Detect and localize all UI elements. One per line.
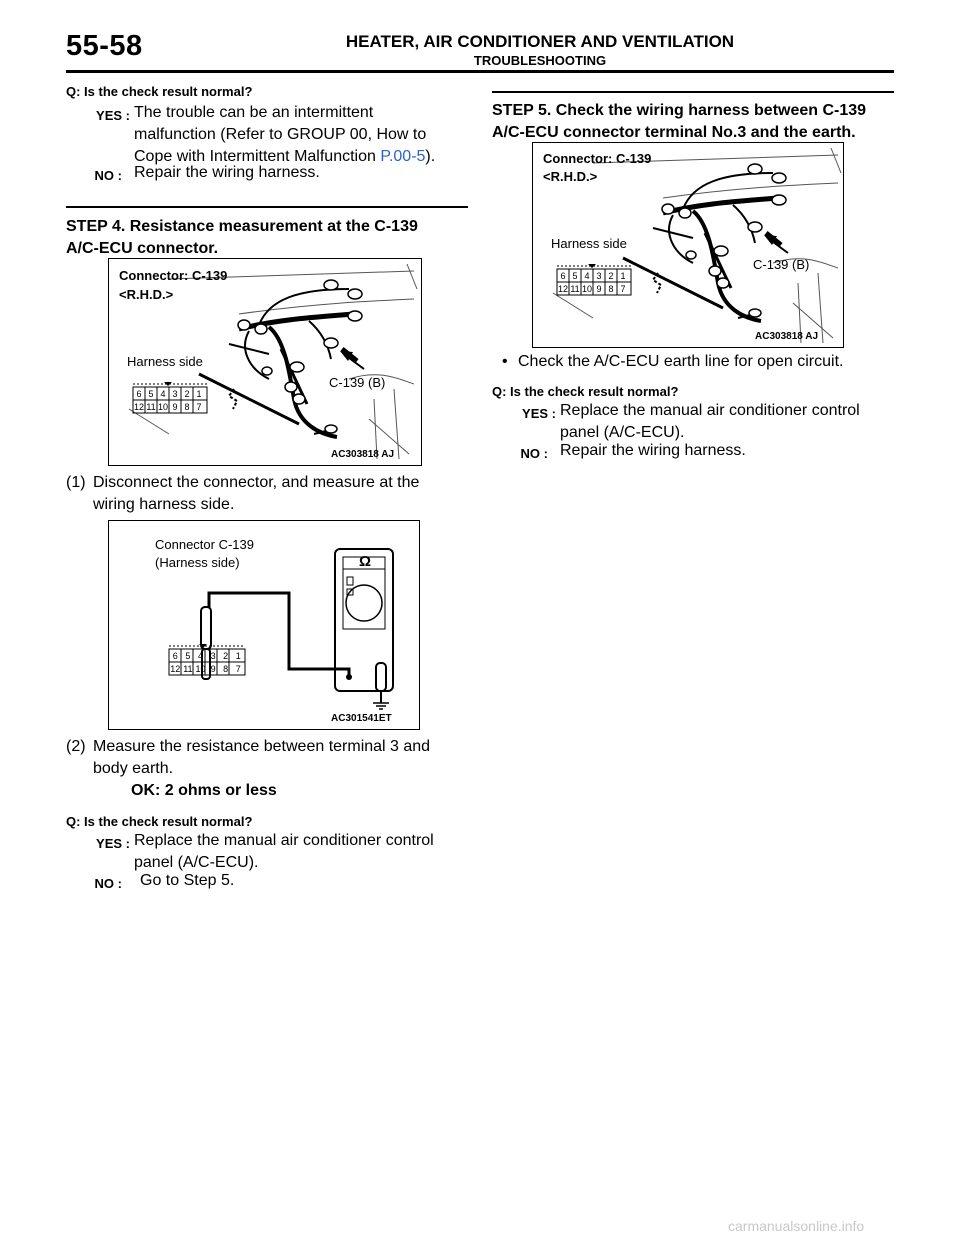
- fig3-pins: 6 5 4 3 2 1 12 11 10 9 8 7: [557, 271, 626, 294]
- step4-title-2: A/C-ECU connector.: [66, 240, 219, 257]
- bullet-text: Check the A/C-ECU earth line for open circuit.: [518, 353, 844, 370]
- yes-text-1a: The trouble can be an intermittent: [134, 104, 374, 121]
- yes-label-2: YES :: [96, 836, 130, 851]
- fig2-pins: 6 5 4 3 2 1 12 11 10 9 8 7: [170, 651, 241, 674]
- no-label-2: NO :: [94, 876, 122, 891]
- yes-text-1b: malfunction (Refer to GROUP 00, How to: [134, 126, 427, 143]
- step5-title-2: A/C-ECU connector terminal No.3 and the earth.: [492, 124, 856, 141]
- step5-rule: [492, 91, 894, 93]
- fig3-harness-label: Harness side: [551, 236, 627, 251]
- yes-text-2b: panel (A/C-ECU).: [134, 854, 259, 871]
- fig1-code: AC303818 AJ: [331, 449, 395, 460]
- question-3: Q: Is the check result normal?: [492, 384, 679, 399]
- subsection-title: TROUBLESHOOTING: [473, 53, 607, 68]
- ohm-symbol: Ω: [358, 553, 372, 570]
- yes-label-1: YES :: [96, 108, 130, 123]
- yes-text-1c: Cope with Intermittent Malfunction P.00-5).: [134, 148, 436, 165]
- fig3-callout: C-139 (B): [753, 257, 810, 272]
- step5-title-1: STEP 5. Check the wiring harness between C-139: [492, 102, 867, 119]
- connector-location-figure-2: [532, 142, 844, 348]
- yes-label-3: YES :: [522, 406, 556, 421]
- fig1-pins: 6 5 4 3 2 1 12 11 10 9 8 7: [133, 389, 202, 412]
- instruction-1-line-2: wiring harness side.: [93, 496, 235, 513]
- fig1-harness-label: Harness side: [127, 354, 203, 369]
- no-text-3: Repair the wiring harness.: [560, 442, 746, 459]
- question-2: Q: Is the check result normal?: [66, 814, 253, 829]
- no-text-1: Repair the wiring harness.: [134, 164, 320, 181]
- footer-watermark: carmanualsonline.info: [728, 1218, 865, 1234]
- instruction-2-line-1: Measure the resistance between terminal 3 and: [93, 738, 431, 755]
- fig2-label-1: Connector C-139: [155, 537, 254, 552]
- fig1-connector-label: Connector: C-139: [119, 268, 228, 283]
- instruction-2-number: (2): [66, 738, 86, 755]
- ok-spec: OK: 2 ohms or less: [131, 782, 277, 799]
- fig3-code: AC303818 AJ: [755, 331, 819, 342]
- bullet-icon: •: [502, 353, 508, 370]
- step4-title-1: STEP 4. Resistance measurement at the C-139: [66, 218, 418, 235]
- fig2-label-2: (Harness side): [155, 555, 240, 570]
- no-label-1: NO :: [94, 168, 122, 183]
- fig3-rhd-label: <R.H.D.>: [543, 169, 598, 184]
- page-link[interactable]: P.00-5: [380, 148, 426, 165]
- instruction-2-line-2: body earth.: [93, 760, 174, 777]
- fig1-callout: C-139 (B): [329, 375, 386, 390]
- no-text-2: Go to Step 5.: [140, 872, 235, 889]
- connector-location-figure-1: [108, 258, 422, 466]
- no-label-3: NO :: [520, 446, 548, 461]
- fig2-code: AC301541ET: [331, 713, 392, 724]
- fig1-rhd-label: <R.H.D.>: [119, 287, 174, 302]
- page-number: 55-58: [66, 30, 143, 62]
- instruction-1-number: (1): [66, 474, 86, 491]
- yes-text-2a: Replace the manual air conditioner control: [134, 832, 434, 849]
- yes-text-3b: panel (A/C-ECU).: [560, 424, 685, 441]
- fig3-connector-label: Connector: C-139: [543, 151, 652, 166]
- question-1: Q: Is the check result normal?: [66, 84, 253, 99]
- yes-text-3a: Replace the manual air conditioner control: [560, 402, 860, 419]
- header-rule: [66, 70, 894, 73]
- ohmmeter-figure: [108, 520, 420, 730]
- step4-rule: [66, 206, 468, 208]
- section-title: HEATER, AIR CONDITIONER AND VENTILATION: [345, 32, 735, 51]
- instruction-1-line-1: Disconnect the connector, and measure at the: [93, 474, 420, 491]
